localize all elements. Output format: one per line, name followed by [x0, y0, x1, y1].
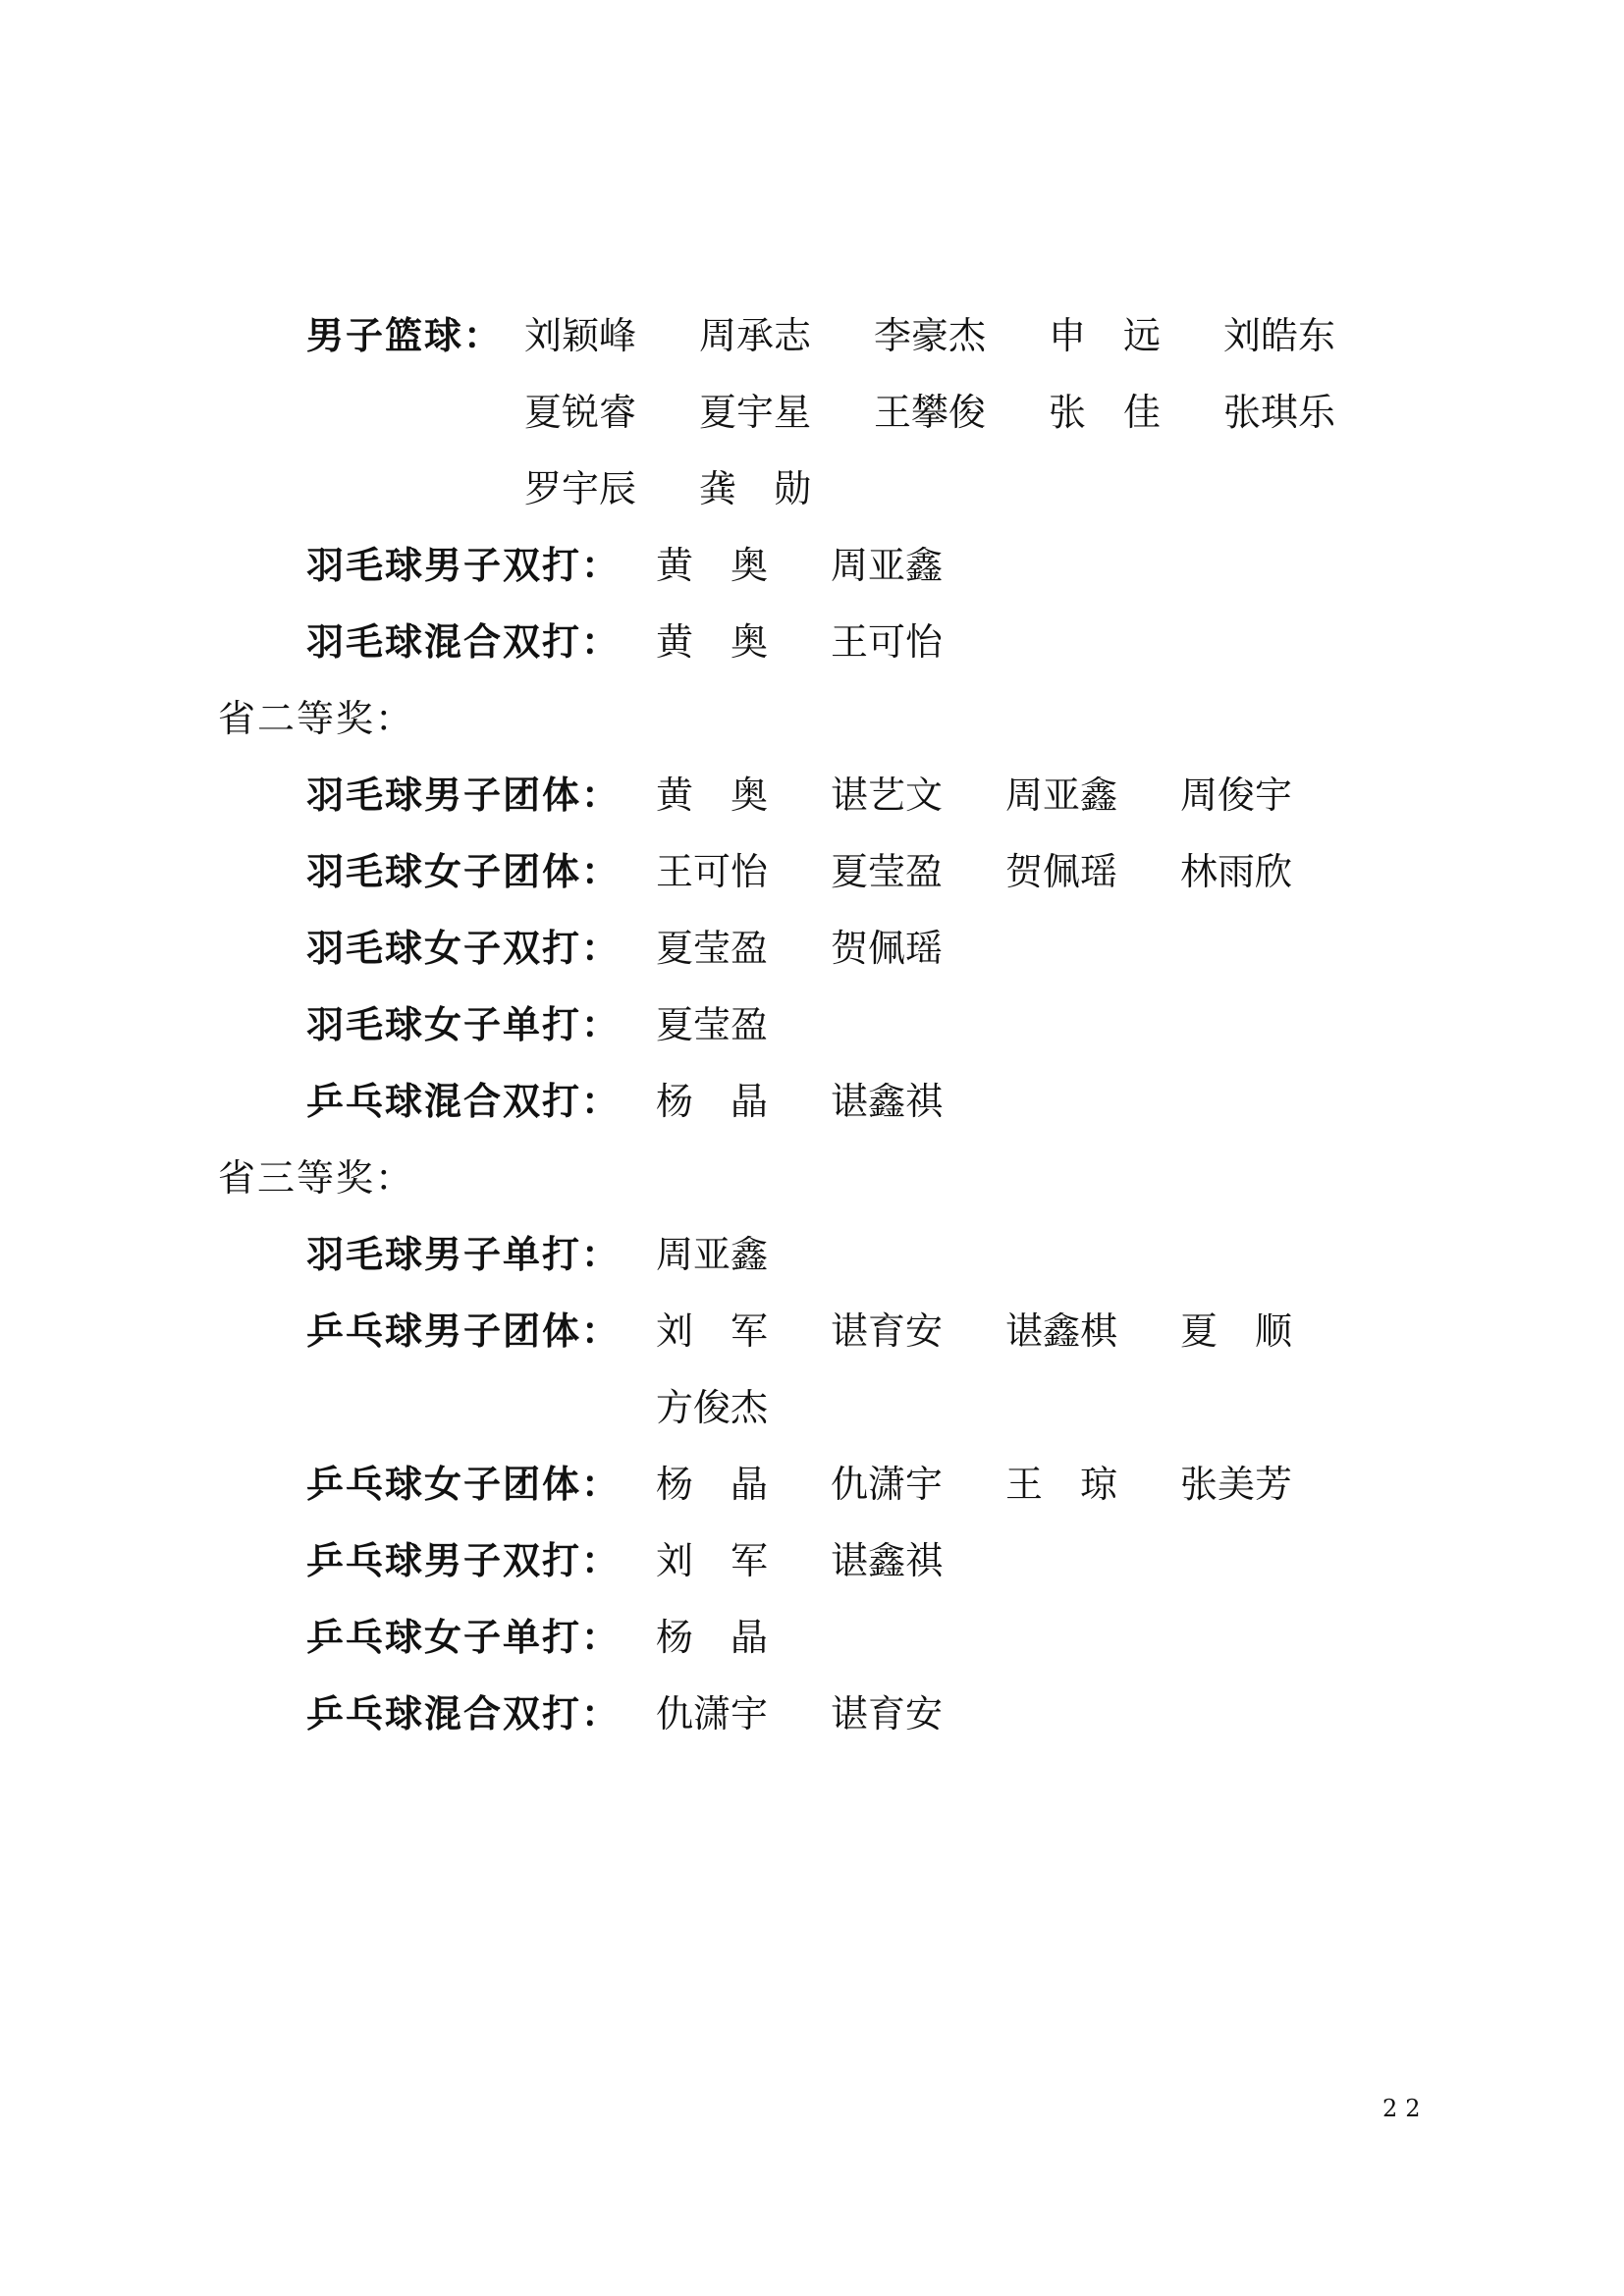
- badminton-women-singles-label: 羽毛球女子单打：: [306, 1003, 622, 1046]
- pingpong-mixed-doubles-third-name-1: 仇潇宇: [656, 1692, 769, 1735]
- badminton-men-doubles-name-1: 黄 奥: [656, 544, 769, 587]
- pingpong-women-singles-label: 乒乓球女子单打：: [306, 1616, 622, 1659]
- pingpong-men-doubles-name-1: 刘 军: [656, 1539, 769, 1582]
- badminton-women-singles-row: [306, 995, 1386, 1054]
- badminton-men-doubles-name-2: 周亚鑫: [831, 544, 944, 587]
- badminton-men-singles-row: [306, 1225, 1386, 1284]
- badminton-women-doubles-name-1: 夏莹盈: [656, 927, 769, 970]
- pingpong-mixed-doubles-second-name-1: 杨 晶: [656, 1080, 769, 1123]
- badminton-women-doubles-name-2: 贺佩瑶: [831, 927, 944, 970]
- page-number: 22: [1382, 2095, 1429, 2122]
- pingpong-women-singles-row: [306, 1608, 1386, 1667]
- pingpong-women-team-row: [306, 1455, 1386, 1514]
- badminton-men-team-name-3: 周亚鑫: [1005, 774, 1118, 817]
- second-prize-heading: 省二等奖：: [218, 697, 415, 740]
- basketball-name-10: 张琪乐: [1223, 391, 1336, 434]
- badminton-men-doubles-row: [306, 536, 1386, 595]
- pingpong-women-team-name-2: 仇潇宇: [831, 1463, 944, 1506]
- basketball-name-3: 李豪杰: [874, 314, 987, 357]
- badminton-mixed-doubles-row: [306, 613, 1386, 671]
- pingpong-mixed-doubles-third-label: 乒乓球混合双打：: [306, 1692, 622, 1735]
- basketball-name-12: 龚 勋: [699, 467, 812, 510]
- basketball-name-6: 夏锐睿: [524, 391, 637, 434]
- basketball-name-11: 罗宇辰: [524, 467, 637, 510]
- basketball-name-7: 夏宇星: [699, 391, 812, 434]
- pingpong-men-team-name-3: 谌鑫棋: [1005, 1309, 1118, 1353]
- pingpong-women-team-label: 乒乓球女子团体：: [306, 1463, 622, 1506]
- badminton-mixed-doubles-label: 羽毛球混合双打：: [306, 620, 622, 664]
- badminton-men-team-name-2: 谌艺文: [831, 774, 944, 817]
- badminton-men-team-name-4: 周俊宇: [1180, 774, 1293, 817]
- third-prize-heading: 省三等奖：: [218, 1156, 415, 1200]
- pingpong-men-team-row-1: [306, 1302, 1386, 1361]
- pingpong-women-team-name-1: 杨 晶: [656, 1463, 769, 1506]
- badminton-men-team-name-1: 黄 奥: [656, 774, 769, 817]
- pingpong-mixed-doubles-second-row: [306, 1072, 1386, 1131]
- basketball-label: 男子篮球：: [306, 314, 504, 357]
- basketball-name-9: 张 佳: [1049, 391, 1162, 434]
- badminton-women-team-row: [306, 842, 1386, 901]
- badminton-men-team-row: [306, 766, 1386, 825]
- badminton-men-singles-label: 羽毛球男子单打：: [306, 1233, 622, 1276]
- badminton-women-team-name-3: 贺佩瑶: [1005, 850, 1118, 893]
- pingpong-mixed-doubles-second-name-2: 谌鑫祺: [831, 1080, 944, 1123]
- pingpong-mixed-doubles-third-row: [306, 1684, 1386, 1743]
- badminton-women-team-name-1: 王可怡: [656, 850, 769, 893]
- pingpong-men-team-name-2: 谌育安: [831, 1309, 944, 1353]
- pingpong-men-team-name-1: 刘 军: [656, 1309, 769, 1353]
- pingpong-women-singles-name-1: 杨 晶: [656, 1616, 769, 1659]
- basketball-row-3: [306, 459, 1386, 518]
- badminton-women-singles-name-1: 夏莹盈: [656, 1003, 769, 1046]
- basketball-name-8: 王攀俊: [874, 391, 987, 434]
- pingpong-men-team-row-2: [306, 1378, 1386, 1437]
- basketball-name-5: 刘皓东: [1223, 314, 1336, 357]
- badminton-women-doubles-row: [306, 919, 1386, 978]
- pingpong-men-team-label: 乒乓球男子团体：: [306, 1309, 622, 1353]
- basketball-row-1: [306, 306, 1386, 365]
- badminton-men-singles-name-1: 周亚鑫: [656, 1233, 769, 1276]
- pingpong-women-team-name-3: 王 琼: [1005, 1463, 1118, 1506]
- pingpong-men-doubles-row: [306, 1531, 1386, 1590]
- basketball-name-1: 刘颖峰: [524, 314, 637, 357]
- badminton-women-team-label: 羽毛球女子团体：: [306, 850, 622, 893]
- badminton-mixed-doubles-name-2: 王可怡: [831, 620, 944, 664]
- badminton-mixed-doubles-name-1: 黄 奥: [656, 620, 769, 664]
- pingpong-men-team-name-4: 夏 顺: [1180, 1309, 1293, 1353]
- pingpong-mixed-doubles-third-name-2: 谌育安: [831, 1692, 944, 1735]
- pingpong-men-doubles-label: 乒乓球男子双打：: [306, 1539, 622, 1582]
- pingpong-women-team-name-4: 张美芳: [1180, 1463, 1293, 1506]
- badminton-women-doubles-label: 羽毛球女子双打：: [306, 927, 622, 970]
- badminton-men-doubles-label: 羽毛球男子双打：: [306, 544, 622, 587]
- badminton-women-team-name-4: 林雨欣: [1180, 850, 1293, 893]
- pingpong-mixed-doubles-second-label: 乒乓球混合双打：: [306, 1080, 622, 1123]
- basketball-name-2: 周承志: [699, 314, 812, 357]
- pingpong-men-team-name-5: 方俊杰: [656, 1386, 769, 1429]
- badminton-women-team-name-2: 夏莹盈: [831, 850, 944, 893]
- pingpong-men-doubles-name-2: 谌鑫祺: [831, 1539, 944, 1582]
- basketball-row-2: [306, 383, 1386, 442]
- badminton-men-team-label: 羽毛球男子团体：: [306, 774, 622, 817]
- basketball-name-4: 申 远: [1049, 314, 1162, 357]
